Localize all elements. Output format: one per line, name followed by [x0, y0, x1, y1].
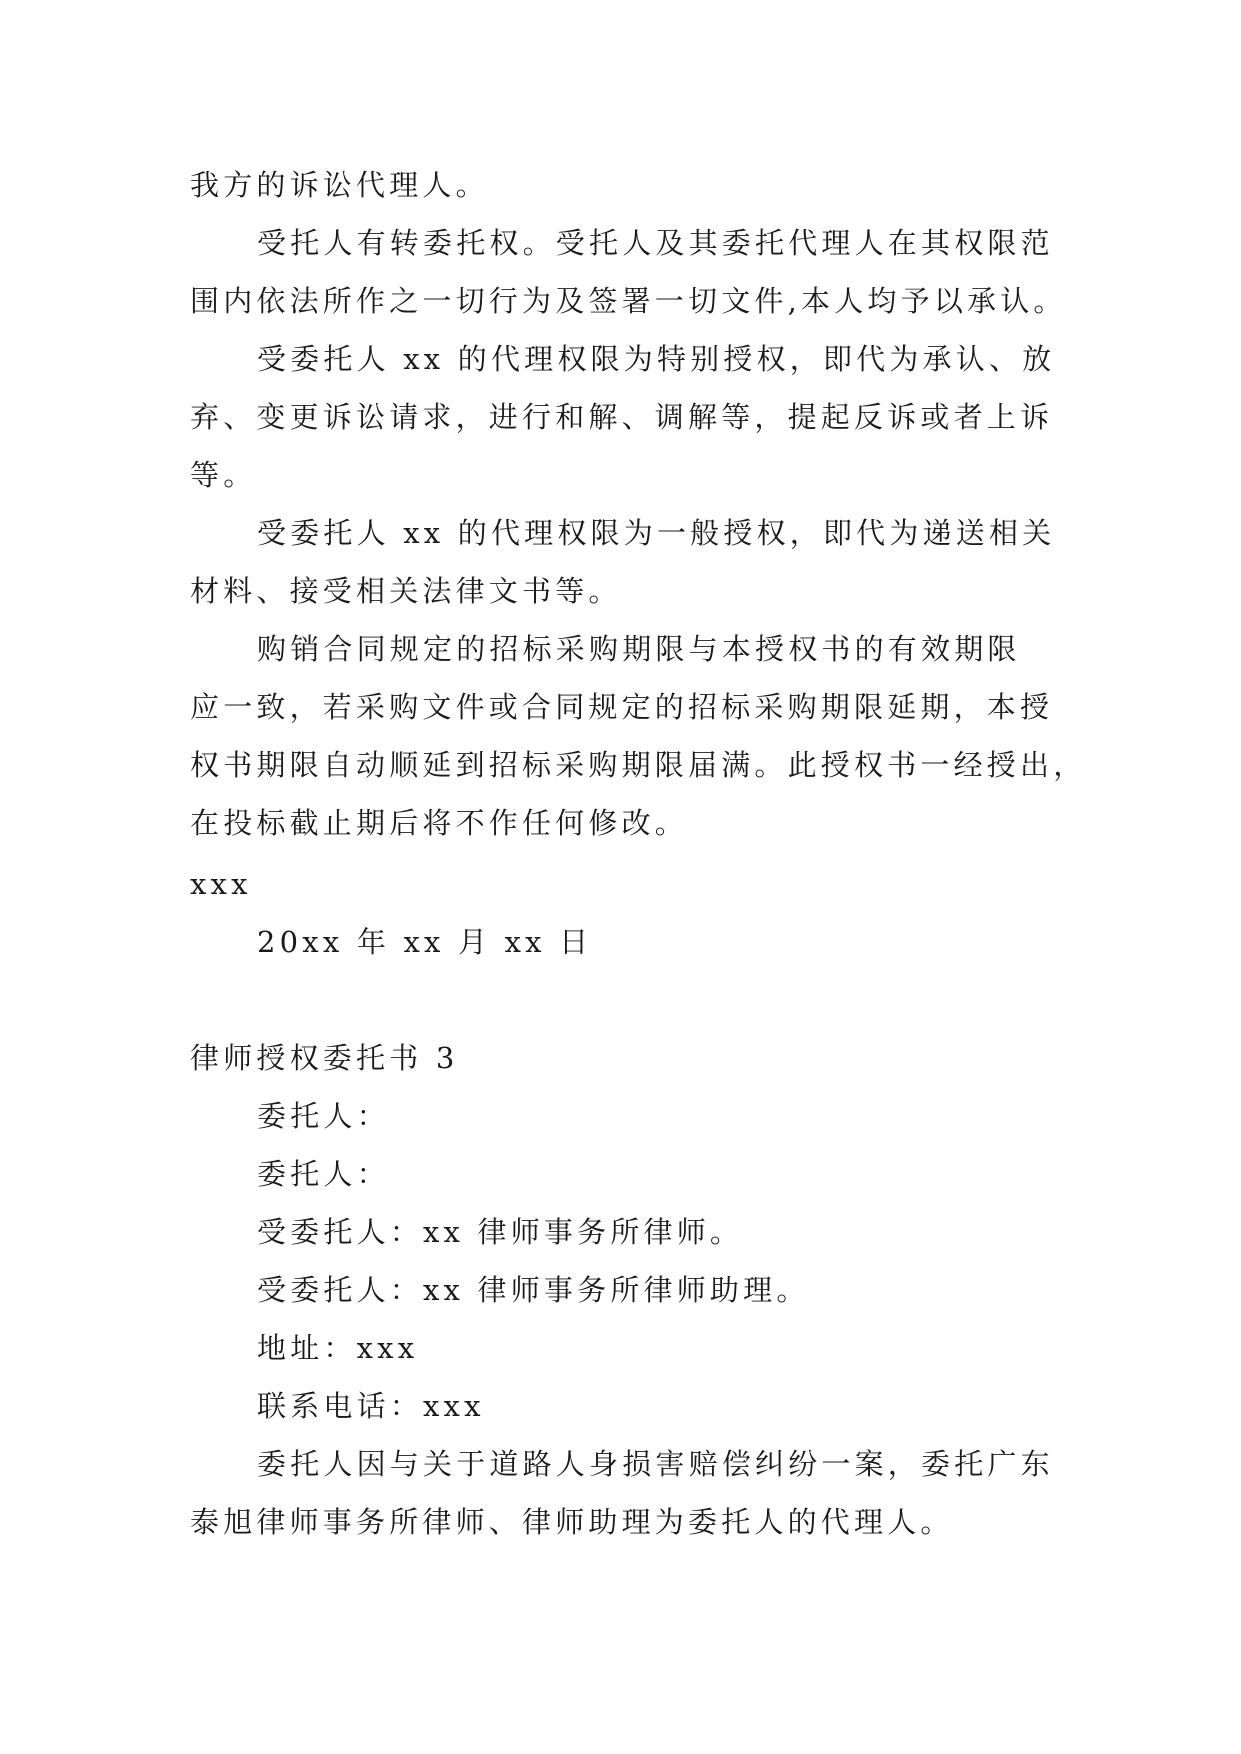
paragraph-line: 我方的诉讼代理人。 — [190, 168, 489, 202]
signing-date: 20xx 年 xx 月 xx 日 — [257, 925, 593, 959]
paragraph-line: 在投标截止期后将不作任何修改。 — [190, 806, 689, 840]
address-line: 地址：xxx — [257, 1331, 419, 1365]
paragraph-line: 购销合同规定的招标采购期限与本授权书的有效期限 — [257, 632, 1021, 666]
paragraph-line: 权书期限自动顺延到招标采购期限届满。此授权书一经授出， — [190, 748, 1087, 782]
agent-line: 受委托人：xx 律师事务所律师。 — [257, 1215, 744, 1249]
paragraph-line: 等。 — [190, 458, 257, 492]
paragraph-line: 受委托人 xx 的代理权限为一般授权，即代为递送相关 — [257, 516, 1056, 550]
agent-line: 受委托人：xx 律师事务所律师助理。 — [257, 1273, 810, 1307]
paragraph-line: 委托人因与关于道路人身损害赔偿纠纷一案，委托广东 — [257, 1447, 1054, 1481]
principal-line: 委托人： — [257, 1157, 390, 1191]
paragraph-line: 应一致，若采购文件或合同规定的招标采购期限延期，本授 — [190, 690, 1054, 724]
principal-line: 委托人： — [257, 1099, 390, 1133]
phone-line: 联系电话：xxx — [257, 1389, 485, 1423]
paragraph-line: 围内依法所作之一切行为及签署一切文件,本人均予以承认。 — [190, 284, 1067, 318]
paragraph-line: 受托人有转委托权。受托人及其委托代理人在其权限范 — [257, 226, 1054, 260]
paragraph-line: 材料、接受相关法律文书等。 — [190, 574, 622, 608]
paragraph-line: 弃、变更诉讼请求，进行和解、调解等，提起反诉或者上诉 — [190, 400, 1054, 434]
signer-name: xxx — [190, 867, 252, 901]
paragraph-line: 受委托人 xx 的代理权限为特别授权，即代为承认、放 — [257, 342, 1056, 376]
section-title: 律师授权委托书 3 — [190, 1041, 459, 1075]
paragraph-line: 泰旭律师事务所律师、律师助理为委托人的代理人。 — [190, 1505, 954, 1539]
